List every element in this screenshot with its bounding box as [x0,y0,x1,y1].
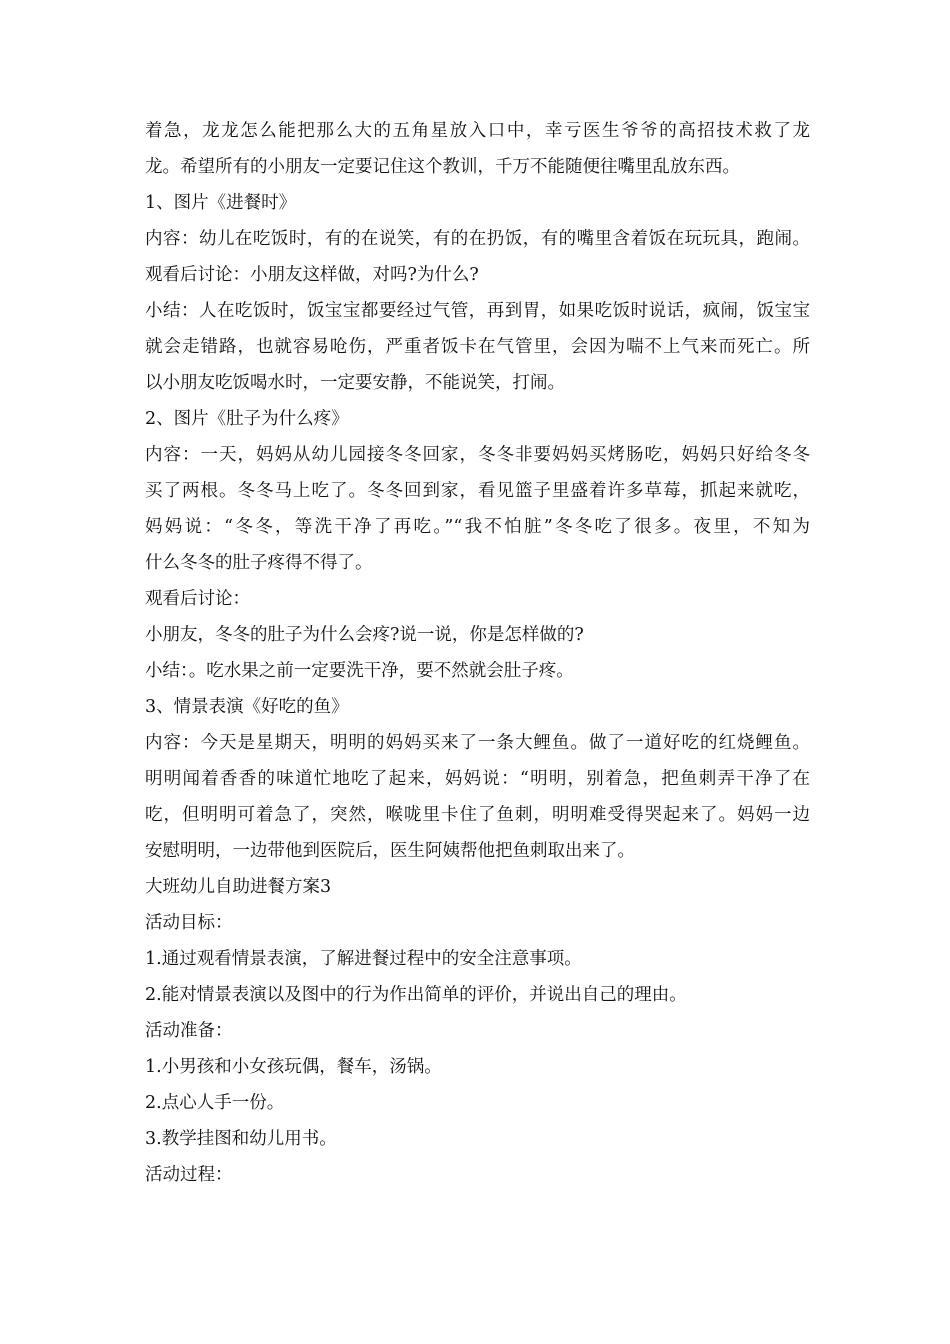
text-line: 1、图片《进餐时》 [145,193,297,213]
text-line: 大班幼儿自助进餐方案3 [145,877,332,897]
text-line: 内容：一天，妈妈从幼儿园接冬冬回家，冬冬非要妈妈买烤肠吃，妈妈只好给冬冬 [145,445,810,465]
text-line: 活动目标： [145,913,233,933]
text-line: 龙。希望所有的小朋友一定要记住这个教训，千万不能随便往嘴里乱放东西。 [145,157,740,177]
text-line: 2.点心人手一份。 [145,1093,285,1113]
text-line: 3.教学挂图和幼儿用书。 [145,1129,337,1149]
text-line: 买了两根。冬冬马上吃了。冬冬回到家，看见篮子里盛着许多草莓，抓起来就吃， [145,481,810,501]
text-line: 观看后讨论：小朋友这样做，对吗?为什么? [145,265,479,285]
text-line: 内容：幼儿在吃饭时，有的在说笑，有的在扔饭，有的嘴里含着饭在玩玩具，跑闹。 [145,229,810,249]
text-line: 安慰明明，一边带他到医院后，医生阿姨帮他把鱼刺取出来了。 [145,841,635,861]
text-line: 活动准备： [145,1021,233,1041]
text-line: 1.通过观看情景表演，了解进餐过程中的安全注意事项。 [145,949,582,969]
text-line: 小结：。吃水果之前一定要洗干净，要不然就会肚子疼。 [145,661,574,681]
text-line: 2.能对情景表演以及图中的行为作出简单的评价，并说出自己的理由。 [145,985,687,1005]
text-line: 2、图片《肚子为什么疼》 [145,409,349,429]
text-line: 妈妈说：“冬冬，等洗干净了再吃。”“我不怕脏”冬冬吃了很多。夜里，不知为 [145,517,810,537]
text-line: 就会走错路，也就容易呛伤，严重者饭卡在气管里，会因为喘不上气来而死亡。所 [145,337,810,357]
text-line: 内容：今天是星期天，明明的妈妈买来了一条大鲤鱼。做了一道好吃的红烧鲤鱼。 [145,733,810,753]
text-line: 1.小男孩和小女孩玩偶，餐车，汤锅。 [145,1057,442,1077]
text-line: 小朋友，冬冬的肚子为什么会疼?说一说，你是怎样做的? [145,625,584,645]
text-line: 观看后讨论： [145,589,250,609]
text-line: 什么冬冬的肚子疼得不得了。 [145,553,373,573]
text-line: 小结：人在吃饭时，饭宝宝都要经过气管，再到胃，如果吃饭时说话，疯闹，饭宝宝 [145,301,810,321]
text-line: 以小朋友吃饭喝水时，一定要安静，不能说笑，打闹。 [145,373,565,393]
text-line: 活动过程： [145,1165,233,1185]
document-page [145,121,810,1201]
text-line: 3、情景表演《好吃的鱼》 [145,697,349,717]
text-line: 着急，龙龙怎么能把那么大的五角星放入口中，幸亏医生爷爷的高招技术救了龙 [145,121,810,141]
text-line: 明明闻着香香的味道忙地吃了起来，妈妈说：“明明，别着急，把鱼刺弄干净了在 [145,769,810,789]
text-line: 吃，但明明可着急了，突然，喉咙里卡住了鱼刺，明明难受得哭起来了。妈妈一边 [145,805,810,825]
